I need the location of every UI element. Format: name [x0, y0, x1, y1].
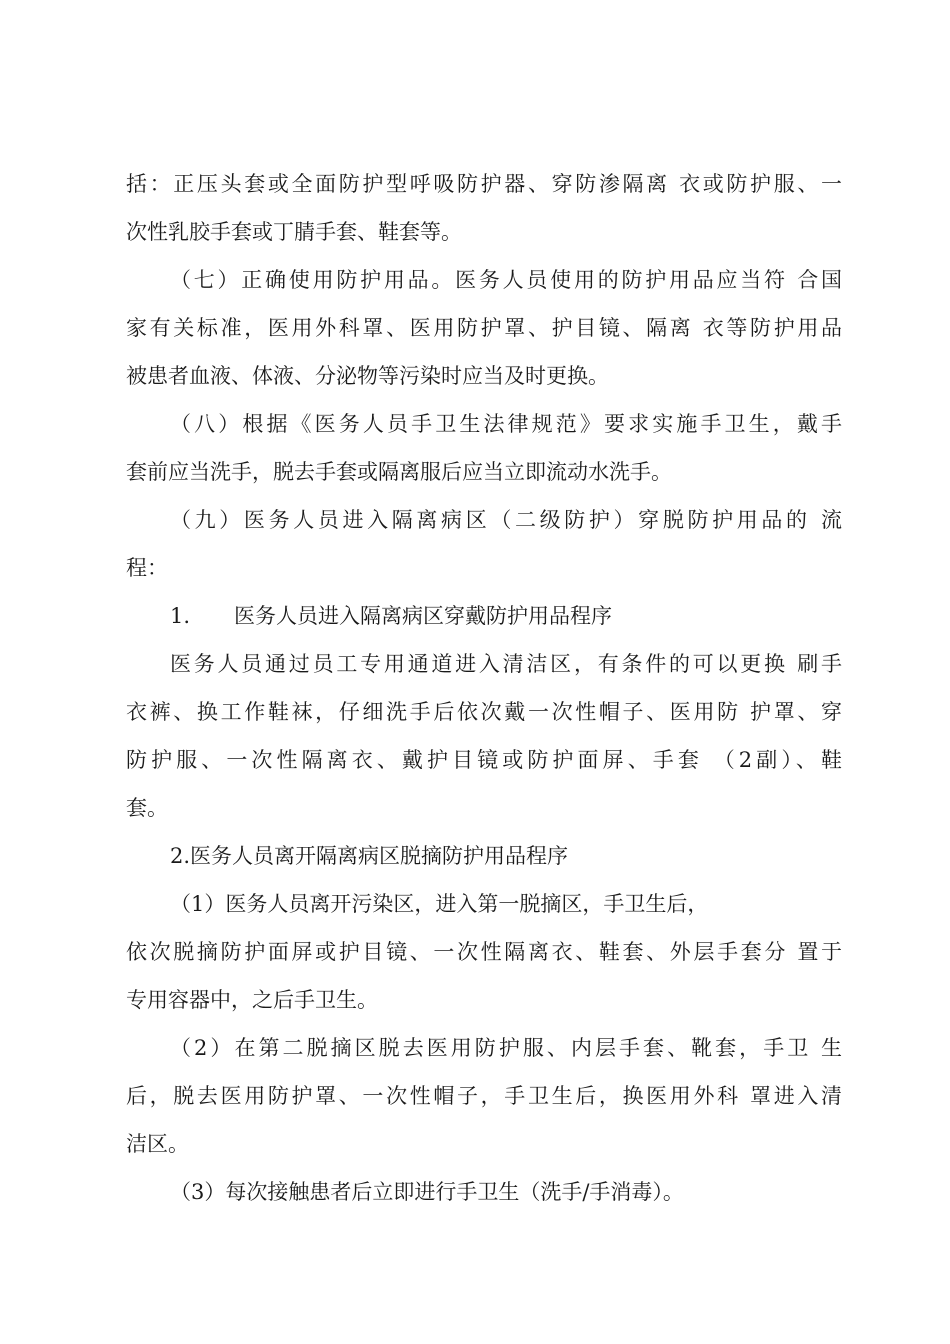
sub-item-1: （1）医务人员离开污染区，进入第一脱摘区，手卫生后， [170, 892, 709, 916]
text-line: 衣裤、换工作鞋袜，仔细洗手后依次戴一次性帽子、医用防 护罩、穿 [126, 700, 842, 724]
text-line: 套。 [126, 796, 168, 820]
document-body [126, 160, 842, 1216]
sub-item-3: （3）每次接触患者后立即进行手卫生（洗手/手消毒）。 [170, 1180, 684, 1204]
text-line: 防护服、一次性隔离衣、戴护目镜或防护面屏、手套 （2副）、鞋 [126, 748, 842, 772]
text-line: 家有关标准，医用外科罩、医用防护罩、护目镜、隔离 衣等防护用品 [126, 316, 842, 340]
text-line: 套前应当洗手，脱去手套或隔离服后应当立即流动水洗手。 [126, 460, 672, 484]
text-line: 依次脱摘防护面屏或护目镜、一次性隔离衣、鞋套、外层手套分 置于 [126, 940, 842, 964]
list-item-text: 医务人员进入隔离病区穿戴防护用品程序 [234, 604, 612, 628]
text-line: 次性乳胶手套或丁腈手套、鞋套等。 [126, 220, 462, 244]
text-line: 被患者血液、体液、分泌物等污染时应当及时更换。 [126, 364, 609, 388]
text-line: 程： [126, 556, 168, 580]
list-item-1 [126, 592, 842, 640]
sub-item-2: （2）在第二脱摘区脱去医用防护服、内层手套、靴套，手卫 生 [170, 1036, 842, 1060]
list-item-2: 2.医务人员离开隔离病区脱摘防护用品程序 [170, 844, 569, 868]
paragraph-heading-7: （七）正确使用防护用品。医务人员使用的防护用品应当符 合国 [170, 268, 842, 292]
paragraph-heading-8: （八）根据《医务人员手卫生法律规范》要求实施手卫生，戴手 [170, 412, 842, 436]
paragraph-heading-9: （九）医务人员进入隔离病区（二级防护）穿脱防护用品的 流 [170, 508, 842, 532]
text-line: 括：正压头套或全面防护型呼吸防护器、穿防渗隔离 衣或防护服、一 [126, 172, 842, 196]
text-line: 后，脱去医用防护罩、一次性帽子，手卫生后，换医用外科 罩进入清 [126, 1084, 842, 1108]
text-line: 专用容器中，之后手卫生。 [126, 988, 378, 1012]
text-line: 医务人员通过员工专用通道进入清洁区，有条件的可以更换 刷手 [170, 652, 842, 676]
text-line: 洁区。 [126, 1132, 189, 1156]
list-item-number: 1. [170, 604, 191, 628]
